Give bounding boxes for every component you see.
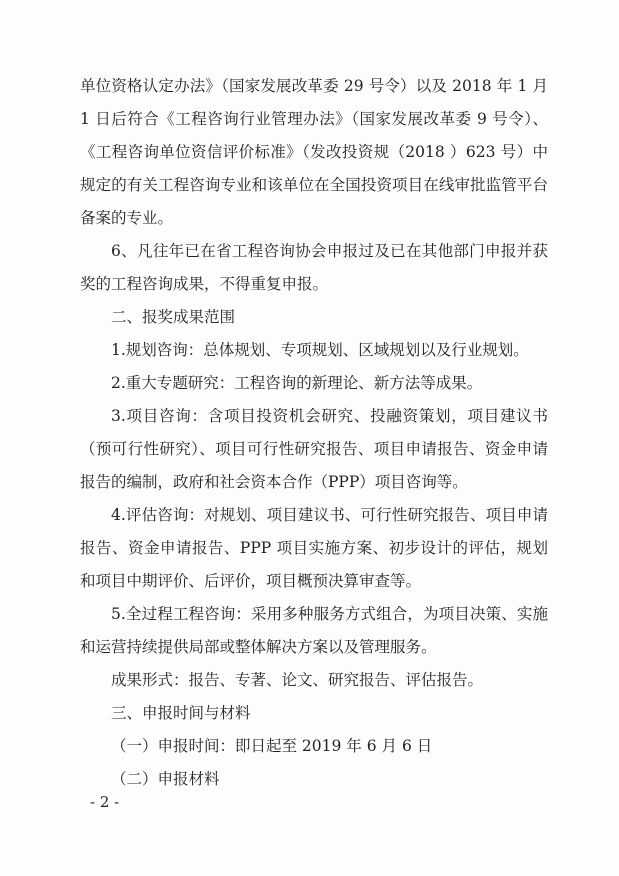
paragraph-project-consulting: 3.项目咨询：含项目投资机会研究、投融资策划，项目建议书（预可行性研究）、项目可行性研究报告、项目申请报告、资金申请报告的编制，政府和社会资本合作（PPP）项目咨询等。 [80,407,548,491]
document-body [80,70,548,796]
paragraph-application-materials: （二）申报材料 [111,770,220,788]
section-heading-award-scope: 二、报奖成果范围 [111,308,236,326]
paragraph-full-process-consulting: 5.全过程工程咨询：采用多种服务方式组合，为项目决策、实施和运营持续提供局部或整体解决方案以及管理服务。 [80,605,548,656]
paragraph-result-forms: 成果形式：报告、专著、论文、研究报告、评估报告。 [111,671,484,689]
paragraph-major-research: 2.重大专题研究：工程咨询的新理论、新方法等成果。 [111,374,483,392]
section-heading-time-materials: 三、申报时间与材料 [111,704,251,722]
paragraph-planning-consulting: 1.规划咨询：总体规划、专项规划、区域规划以及行业规划。 [111,341,529,359]
page-number: - 2 - [90,793,120,811]
paragraph-item-6: 6、凡往年已在省工程咨询协会申报过及已在其他部门申报并获奖的工程咨询成果，不得重复申报。 [80,242,548,293]
paragraph-application-time: （一）申报时间：即日起至 2019 年 6 月 6 日 [111,737,433,755]
paragraph-continuation: 单位资格认定办法》（国家发展改革委 29 号令）以及 2018 年 1 月 1 日后符合《工程咨询行业管理办法》（国家发展改革委 9 号令）、《工程咨询单位资信评价标准》（发改投资规（2018 ）623 号）中规定的有关工程咨询专业和该单位在全国投资项目在线审批监管平台备案的专业。 [80,77,548,227]
paragraph-evaluation-consulting: 4.评估咨询：对规划、项目建议书、可行性研究报告、项目申请报告、资金申请报告、PPP 项目实施方案、初步设计的评估，规划和项目中期评价、后评价，项目概预决算审查等。 [80,506,548,590]
